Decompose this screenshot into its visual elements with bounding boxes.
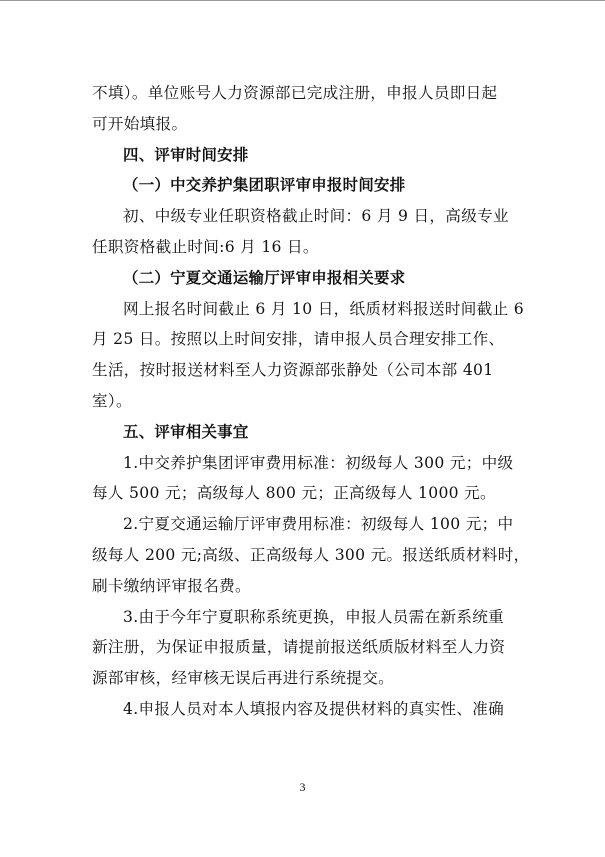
text-line: 源部审核，经审核无误后再进行系统提交。 — [92, 669, 394, 688]
text-line: 任职资格截止时间:6 月 16 日。 — [92, 237, 319, 256]
page-number: 3 — [299, 780, 306, 794]
text-line: 室）。 — [92, 391, 132, 410]
paragraph-line: 网上报名时间截止 6 月 10 日，纸质材料报送时间截止 6 — [123, 299, 524, 318]
paragraph-line: 2.宁夏交通运输厅评审费用标准：初级每人 100 元；中 — [123, 515, 514, 534]
paragraph-line: 3.由于今年宁夏职称系统更换，申报人员需在新系统重 — [123, 607, 505, 626]
text-line: 可开始填报。 — [92, 114, 188, 133]
paragraph-line: 4.申报人员对本人填报内容及提供材料的真实性、准确 — [123, 699, 505, 718]
text-line: 月 25 日。按照以上时间安排，请申报人员合理安排工作、 — [92, 330, 505, 349]
top-border-line — [0, 0, 605, 1]
text-line: 每人 500 元；高级每人 800 元；正高级每人 1000 元。 — [92, 484, 496, 503]
subsection-heading: （二）宁夏交通运输厅评审申报相关要求 — [123, 268, 406, 287]
document-page — [92, 78, 530, 725]
text-line: 不填）。单位账号人力资源部已完成注册，申报人员即日起 — [92, 84, 498, 102]
paragraph-line: 初、中级专业任职资格截止时间：6 月 9 日，高级专业 — [123, 207, 509, 226]
section-heading: 五、评审相关事宜 — [123, 422, 249, 441]
section-heading: 四、评审时间安排 — [123, 145, 249, 164]
paragraph-line: 1.中交养护集团评审费用标准：初级每人 300 元；中级 — [123, 453, 514, 472]
text-line: 级每人 200 元;高级、正高级每人 300 元。报送纸质材料时， — [92, 545, 530, 564]
text-line: 生活，按时报送材料至人力资源部张静处（公司本部 401 — [92, 361, 494, 380]
subsection-heading: （一）中交养护集团职评审申报时间安排 — [123, 176, 406, 195]
text-line: 新注册，为保证申报质量，请提前报送纸质版材料至人力资 — [92, 638, 506, 657]
text-line: 刷卡缴纳评审报名费。 — [92, 576, 251, 595]
